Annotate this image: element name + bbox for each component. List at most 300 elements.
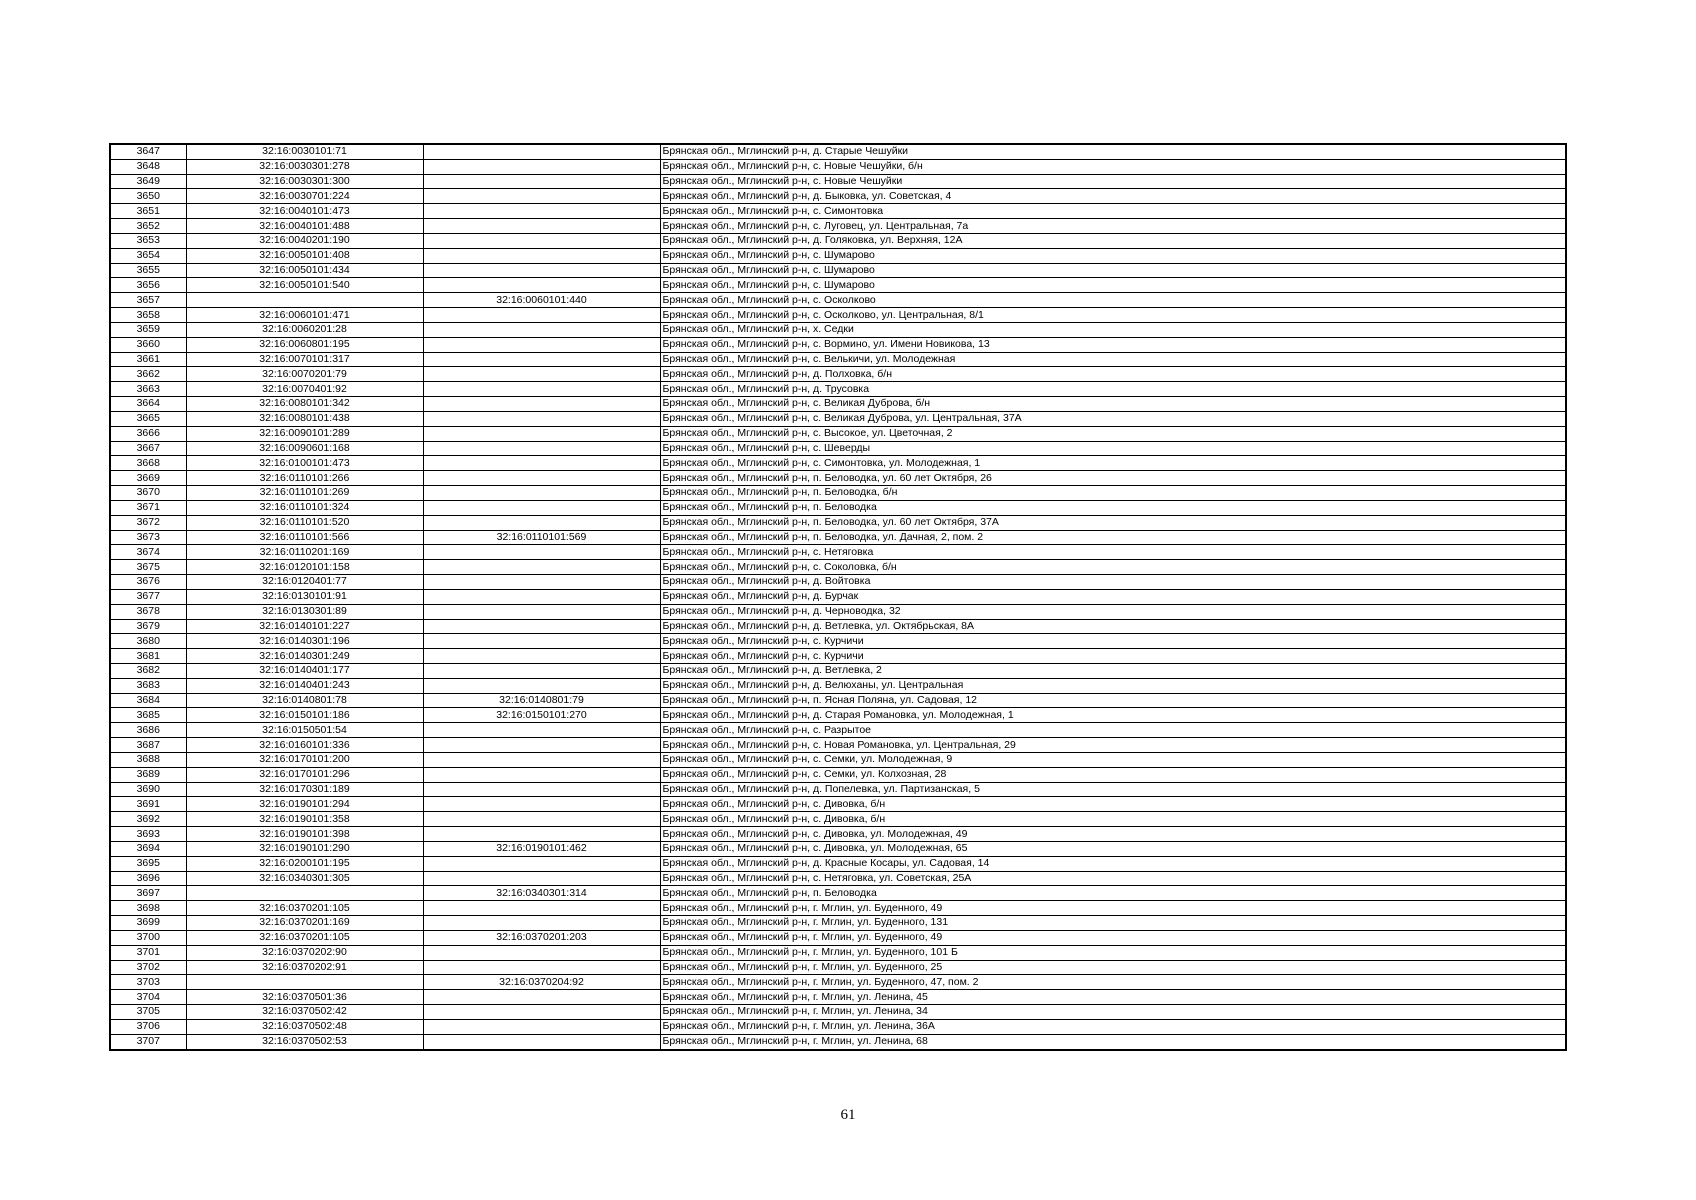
table-row [110,204,1566,219]
table-row [110,649,1566,664]
address-cell: Брянская обл., Мглинский р-н, д. Старые Чешуйки [660,144,1566,159]
related-cadastral-number-cell [423,990,660,1005]
table-row [110,960,1566,975]
row-number-cell: 3671 [110,500,186,515]
cadastral-number-cell [186,293,423,308]
cadastral-number-cell: 32:16:0120401:77 [186,575,423,590]
related-cadastral-number-cell [423,204,660,219]
cadastral-number-cell: 32:16:0190101:290 [186,841,423,856]
related-cadastral-number-cell [423,411,660,426]
cadastral-number-cell: 32:16:0370501:36 [186,990,423,1005]
cadastral-number-cell: 32:16:0190101:358 [186,812,423,827]
address-cell: Брянская обл., Мглинский р-н, с. Соколовка, б/н [660,560,1566,575]
address-cell: Брянская обл., Мглинский р-н, п. Беловодка, ул. 60 лет Октября, 37А [660,515,1566,530]
cadastral-number-cell: 32:16:0070201:79 [186,367,423,382]
cadastral-number-cell: 32:16:0170301:189 [186,782,423,797]
related-cadastral-number-cell [423,589,660,604]
table-row [110,886,1566,901]
related-cadastral-number-cell: 32:16:0140801:79 [423,693,660,708]
table-row [110,812,1566,827]
related-cadastral-number-cell [423,1019,660,1034]
cadastral-number-cell: 32:16:0340301:305 [186,871,423,886]
table-row [110,159,1566,174]
related-cadastral-number-cell [423,812,660,827]
row-number-cell: 3666 [110,426,186,441]
table-row [110,797,1566,812]
address-cell: Брянская обл., Мглинский р-н, п. Беловодка, ул. Дачная, 2, пом. 2 [660,530,1566,545]
row-number-cell: 3685 [110,708,186,723]
table-row [110,708,1566,723]
cadastral-number-cell: 32:16:0140301:196 [186,634,423,649]
table-row [110,589,1566,604]
table-row [110,678,1566,693]
row-number-cell: 3648 [110,159,186,174]
row-number-cell: 3653 [110,233,186,248]
address-cell: Брянская обл., Мглинский р-н, д. Попелевка, ул. Партизанская, 5 [660,782,1566,797]
related-cadastral-number-cell [423,901,660,916]
address-cell: Брянская обл., Мглинский р-н, д. Ветлевка, 2 [660,663,1566,678]
related-cadastral-number-cell [423,515,660,530]
row-number-cell: 3660 [110,337,186,352]
related-cadastral-number-cell [423,575,660,590]
address-cell: Брянская обл., Мглинский р-н, д. Черноводка, 32 [660,604,1566,619]
related-cadastral-number-cell [423,486,660,501]
related-cadastral-number-cell [423,782,660,797]
related-cadastral-number-cell [423,723,660,738]
address-cell: Брянская обл., Мглинский р-н, п. Беловодка [660,500,1566,515]
cadastral-number-cell: 32:16:0050101:434 [186,263,423,278]
table-row [110,308,1566,323]
row-number-cell: 3681 [110,649,186,664]
row-number-cell: 3693 [110,827,186,842]
cadastral-number-cell: 32:16:0050101:408 [186,248,423,263]
cadastral-number-cell: 32:16:0370502:42 [186,1005,423,1020]
row-number-cell: 3692 [110,812,186,827]
cadastral-number-cell: 32:16:0060801:195 [186,337,423,352]
cadastral-number-cell: 32:16:0370502:48 [186,1019,423,1034]
cadastral-number-cell: 32:16:0130101:91 [186,589,423,604]
cadastral-number-cell: 32:16:0190101:398 [186,827,423,842]
cadastral-number-cell: 32:16:0140801:78 [186,693,423,708]
row-number-cell: 3684 [110,693,186,708]
row-number-cell: 3689 [110,767,186,782]
row-number-cell: 3707 [110,1034,186,1049]
table-row [110,767,1566,782]
row-number-cell: 3702 [110,960,186,975]
related-cadastral-number-cell [423,500,660,515]
related-cadastral-number-cell [423,144,660,159]
table-row [110,560,1566,575]
related-cadastral-number-cell [423,219,660,234]
related-cadastral-number-cell [423,426,660,441]
address-cell: Брянская обл., Мглинский р-н, х. Седки [660,322,1566,337]
address-cell: Брянская обл., Мглинский р-н, д. Ветлевка, ул. Октябрьская, 8А [660,619,1566,634]
row-number-cell: 3661 [110,352,186,367]
row-number-cell: 3705 [110,1005,186,1020]
table-row [110,278,1566,293]
cadastral-number-cell: 32:16:0190101:294 [186,797,423,812]
address-cell: Брянская обл., Мглинский р-н, с. Осколково [660,293,1566,308]
row-number-cell: 3683 [110,678,186,693]
address-cell: Брянская обл., Мглинский р-н, д. Старая Романовка, ул. Молодежная, 1 [660,708,1566,723]
related-cadastral-number-cell: 32:16:0110101:569 [423,530,660,545]
row-number-cell: 3672 [110,515,186,530]
related-cadastral-number-cell [423,337,660,352]
related-cadastral-number-cell [423,752,660,767]
cadastral-number-cell: 32:16:0170101:296 [186,767,423,782]
row-number-cell: 3677 [110,589,186,604]
related-cadastral-number-cell [423,871,660,886]
related-cadastral-number-cell [423,278,660,293]
cadastral-number-cell: 32:16:0370201:105 [186,930,423,945]
related-cadastral-number-cell [423,352,660,367]
address-cell: Брянская обл., Мглинский р-н, с. Велькичи, ул. Молодежная [660,352,1566,367]
cadastral-number-cell: 32:16:0090101:289 [186,426,423,441]
related-cadastral-number-cell [423,797,660,812]
row-number-cell: 3704 [110,990,186,1005]
address-cell: Брянская обл., Мглинский р-н, с. Новая Романовка, ул. Центральная, 29 [660,738,1566,753]
table-row [110,871,1566,886]
cadastral-number-cell: 32:16:0120101:158 [186,560,423,575]
address-cell: Брянская обл., Мглинский р-н, с. Дивовка, ул. Молодежная, 65 [660,841,1566,856]
cadastral-number-cell: 32:16:0110201:169 [186,545,423,560]
table-row [110,752,1566,767]
related-cadastral-number-cell [423,545,660,560]
address-cell: Брянская обл., Мглинский р-н, с. Симонтовка, ул. Молодежная, 1 [660,456,1566,471]
table-row [110,1019,1566,1034]
address-cell: Брянская обл., Мглинский р-н, с. Курчичи [660,649,1566,664]
cadastral-number-cell: 32:16:0080101:438 [186,411,423,426]
row-number-cell: 3658 [110,308,186,323]
address-cell: Брянская обл., Мглинский р-н, с. Дивовка, б/н [660,812,1566,827]
table-row [110,219,1566,234]
address-cell: Брянская обл., Мглинский р-н, с. Вормино, ул. Имени Новикова, 13 [660,337,1566,352]
related-cadastral-number-cell [423,233,660,248]
address-cell: Брянская обл., Мглинский р-н, д. Войтовка [660,575,1566,590]
row-number-cell: 3688 [110,752,186,767]
cadastral-number-cell: 32:16:0070401:92 [186,382,423,397]
row-number-cell: 3669 [110,471,186,486]
address-cell: Брянская обл., Мглинский р-н, д. Быковка, ул. Советская, 4 [660,189,1566,204]
cadastral-number-cell: 32:16:0040101:473 [186,204,423,219]
address-cell: Брянская обл., Мглинский р-н, с. Шумарово [660,248,1566,263]
cadastral-number-cell: 32:16:0110101:269 [186,486,423,501]
cadastral-number-cell: 32:16:0060201:28 [186,322,423,337]
table-row [110,945,1566,960]
address-cell: Брянская обл., Мглинский р-н, г. Мглин, ул. Буденного, 131 [660,916,1566,931]
row-number-cell: 3652 [110,219,186,234]
address-cell: Брянская обл., Мглинский р-н, с. Осколково, ул. Центральная, 8/1 [660,308,1566,323]
table-row [110,634,1566,649]
row-number-cell: 3699 [110,916,186,931]
row-number-cell: 3657 [110,293,186,308]
address-cell: Брянская обл., Мглинский р-н, с. Новые Чешуйки, б/н [660,159,1566,174]
cadastral-number-cell: 32:16:0150101:186 [186,708,423,723]
address-cell: Брянская обл., Мглинский р-н, п. Ясная Поляна, ул. Садовая, 12 [660,693,1566,708]
related-cadastral-number-cell [423,471,660,486]
cadastral-number-cell: 32:16:0070101:317 [186,352,423,367]
table-row [110,663,1566,678]
related-cadastral-number-cell: 32:16:0150101:270 [423,708,660,723]
address-cell: Брянская обл., Мглинский р-н, с. Высокое, ул. Цветочная, 2 [660,426,1566,441]
cadastral-number-cell: 32:16:0140101:227 [186,619,423,634]
address-cell: Брянская обл., Мглинский р-н, п. Беловодка, ул. 60 лет Октября, 26 [660,471,1566,486]
address-cell: Брянская обл., Мглинский р-н, с. Шумарово [660,263,1566,278]
row-number-cell: 3654 [110,248,186,263]
address-cell: Брянская обл., Мглинский р-н, д. Трусовка [660,382,1566,397]
table-row [110,990,1566,1005]
address-cell: Брянская обл., Мглинский р-н, с. Шумарово [660,278,1566,293]
address-cell: Брянская обл., Мглинский р-н, с. Курчичи [660,634,1566,649]
table-row [110,738,1566,753]
address-cell: Брянская обл., Мглинский р-н, с. Разрытое [660,723,1566,738]
row-number-cell: 3700 [110,930,186,945]
cadastral-number-cell: 32:16:0200101:195 [186,856,423,871]
address-cell: Брянская обл., Мглинский р-н, с. Симонтовка [660,204,1566,219]
cadastral-number-cell: 32:16:0030301:300 [186,174,423,189]
table-row [110,471,1566,486]
cadastral-number-cell: 32:16:0370502:53 [186,1034,423,1049]
cadastral-number-cell: 32:16:0030101:71 [186,144,423,159]
row-number-cell: 3706 [110,1019,186,1034]
cadastral-number-cell: 32:16:0110101:520 [186,515,423,530]
row-number-cell: 3667 [110,441,186,456]
related-cadastral-number-cell [423,916,660,931]
cadastral-number-cell: 32:16:0370201:105 [186,901,423,916]
related-cadastral-number-cell [423,397,660,412]
address-cell: Брянская обл., Мглинский р-н, с. Нетяговка, ул. Советская, 25А [660,871,1566,886]
address-cell: Брянская обл., Мглинский р-н, г. Мглин, ул. Буденного, 49 [660,901,1566,916]
table-row [110,486,1566,501]
row-number-cell: 3698 [110,901,186,916]
table-row [110,367,1566,382]
row-number-cell: 3696 [110,871,186,886]
row-number-cell: 3656 [110,278,186,293]
related-cadastral-number-cell [423,248,660,263]
address-cell: Брянская обл., Мглинский р-н, с. Дивовка, б/н [660,797,1566,812]
table-row [110,841,1566,856]
table-row [110,827,1566,842]
registry-table-body [110,144,1566,1050]
address-cell: Брянская обл., Мглинский р-н, п. Беловодка [660,886,1566,901]
table-row [110,248,1566,263]
cadastral-number-cell: 32:16:0170101:200 [186,752,423,767]
cadastral-number-cell: 32:16:0370202:91 [186,960,423,975]
table-row [110,144,1566,159]
row-number-cell: 3682 [110,663,186,678]
related-cadastral-number-cell [423,263,660,278]
row-number-cell: 3703 [110,975,186,990]
table-row [110,856,1566,871]
cadastral-number-cell: 32:16:0130301:89 [186,604,423,619]
row-number-cell: 3665 [110,411,186,426]
related-cadastral-number-cell [423,663,660,678]
address-cell: Брянская обл., Мглинский р-н, д. Велюханы, ул. Центральная [660,678,1566,693]
related-cadastral-number-cell [423,619,660,634]
address-cell: Брянская обл., Мглинский р-н, с. Новые Чешуйки [660,174,1566,189]
related-cadastral-number-cell [423,767,660,782]
table-row [110,263,1566,278]
row-number-cell: 3694 [110,841,186,856]
table-row [110,1034,1566,1049]
row-number-cell: 3659 [110,322,186,337]
related-cadastral-number-cell [423,827,660,842]
address-cell: Брянская обл., Мглинский р-н, с. Шеверды [660,441,1566,456]
table-row [110,604,1566,619]
row-number-cell: 3647 [110,144,186,159]
related-cadastral-number-cell [423,634,660,649]
table-row [110,411,1566,426]
row-number-cell: 3663 [110,382,186,397]
related-cadastral-number-cell [423,560,660,575]
related-cadastral-number-cell: 32:16:0060101:440 [423,293,660,308]
related-cadastral-number-cell: 32:16:0190101:462 [423,841,660,856]
table-row [110,575,1566,590]
row-number-cell: 3690 [110,782,186,797]
page-number: 61 [840,1107,856,1123]
row-number-cell: 3668 [110,456,186,471]
related-cadastral-number-cell [423,382,660,397]
row-number-cell: 3686 [110,723,186,738]
address-cell: Брянская обл., Мглинский р-н, с. Великая Дуброва, б/н [660,397,1566,412]
cadastral-number-cell: 32:16:0370202:90 [186,945,423,960]
address-cell: Брянская обл., Мглинский р-н, г. Мглин, ул. Ленина, 45 [660,990,1566,1005]
cadastral-number-cell [186,975,423,990]
address-cell: Брянская обл., Мглинский р-н, г. Мглин, ул. Ленина, 36А [660,1019,1566,1034]
row-number-cell: 3701 [110,945,186,960]
address-cell: Брянская обл., Мглинский р-н, г. Мглин, ул. Буденного, 25 [660,960,1566,975]
related-cadastral-number-cell [423,678,660,693]
address-cell: Брянская обл., Мглинский р-н, с. Семки, ул. Колхозная, 28 [660,767,1566,782]
address-cell: Брянская обл., Мглинский р-н, с. Дивовка, ул. Молодежная, 49 [660,827,1566,842]
row-number-cell: 3649 [110,174,186,189]
table-row [110,930,1566,945]
table-row [110,1005,1566,1020]
address-cell: Брянская обл., Мглинский р-н, п. Беловодка, б/н [660,486,1566,501]
related-cadastral-number-cell [423,441,660,456]
address-cell: Брянская обл., Мглинский р-н, д. Голяковка, ул. Верхняя, 12А [660,233,1566,248]
cadastral-number-cell: 32:16:0140301:249 [186,649,423,664]
address-cell: Брянская обл., Мглинский р-н, с. Нетяговка [660,545,1566,560]
table-row [110,426,1566,441]
cadastral-number-cell [186,886,423,901]
address-cell: Брянская обл., Мглинский р-н, д. Бурчак [660,589,1566,604]
registry-table [109,143,1567,1051]
row-number-cell: 3662 [110,367,186,382]
related-cadastral-number-cell: 32:16:0370201:203 [423,930,660,945]
cadastral-number-cell: 32:16:0370201:169 [186,916,423,931]
address-cell: Брянская обл., Мглинский р-н, г. Мглин, ул. Буденного, 47, пом. 2 [660,975,1566,990]
row-number-cell: 3679 [110,619,186,634]
table-row [110,693,1566,708]
row-number-cell: 3680 [110,634,186,649]
row-number-cell: 3678 [110,604,186,619]
table-row [110,545,1566,560]
cadastral-number-cell: 32:16:0160101:336 [186,738,423,753]
address-cell: Брянская обл., Мглинский р-н, с. Семки, ул. Молодежная, 9 [660,752,1566,767]
address-cell: Брянская обл., Мглинский р-н, г. Мглин, ул. Ленина, 68 [660,1034,1566,1049]
cadastral-number-cell: 32:16:0080101:342 [186,397,423,412]
table-row [110,515,1566,530]
row-number-cell: 3670 [110,486,186,501]
table-row [110,530,1566,545]
table-row [110,397,1566,412]
row-number-cell: 3664 [110,397,186,412]
cadastral-number-cell: 32:16:0030701:224 [186,189,423,204]
cadastral-number-cell: 32:16:0030301:278 [186,159,423,174]
table-row [110,352,1566,367]
row-number-cell: 3674 [110,545,186,560]
table-row [110,975,1566,990]
cadastral-number-cell: 32:16:0110101:566 [186,530,423,545]
cadastral-number-cell: 32:16:0140401:177 [186,663,423,678]
row-number-cell: 3687 [110,738,186,753]
related-cadastral-number-cell [423,322,660,337]
address-cell: Брянская обл., Мглинский р-н, д. Полховка, б/н [660,367,1566,382]
row-number-cell: 3697 [110,886,186,901]
address-cell: Брянская обл., Мглинский р-н, с. Луговец, ул. Центральная, 7а [660,219,1566,234]
row-number-cell: 3695 [110,856,186,871]
related-cadastral-number-cell [423,174,660,189]
table-row [110,500,1566,515]
address-cell: Брянская обл., Мглинский р-н, г. Мглин, ул. Буденного, 101 Б [660,945,1566,960]
table-row [110,174,1566,189]
related-cadastral-number-cell [423,159,660,174]
table-row [110,337,1566,352]
related-cadastral-number-cell [423,945,660,960]
related-cadastral-number-cell [423,856,660,871]
cadastral-number-cell: 32:16:0110101:324 [186,500,423,515]
cadastral-number-cell: 32:16:0110101:266 [186,471,423,486]
row-number-cell: 3655 [110,263,186,278]
table-row [110,382,1566,397]
table-row [110,233,1566,248]
address-cell: Брянская обл., Мглинский р-н, с. Великая Дуброва, ул. Центральная, 37А [660,411,1566,426]
cadastral-number-cell: 32:16:0040101:488 [186,219,423,234]
address-cell: Брянская обл., Мглинский р-н, г. Мглин, ул. Ленина, 34 [660,1005,1566,1020]
cadastral-number-cell: 32:16:0050101:540 [186,278,423,293]
cadastral-number-cell: 32:16:0150501:54 [186,723,423,738]
related-cadastral-number-cell [423,1034,660,1049]
related-cadastral-number-cell: 32:16:0370204:92 [423,975,660,990]
table-row [110,901,1566,916]
row-number-cell: 3691 [110,797,186,812]
row-number-cell: 3676 [110,575,186,590]
table-row [110,456,1566,471]
table-row [110,916,1566,931]
row-number-cell: 3651 [110,204,186,219]
related-cadastral-number-cell [423,367,660,382]
related-cadastral-number-cell [423,456,660,471]
table-row [110,189,1566,204]
related-cadastral-number-cell [423,649,660,664]
related-cadastral-number-cell [423,1005,660,1020]
related-cadastral-number-cell: 32:16:0340301:314 [423,886,660,901]
related-cadastral-number-cell [423,604,660,619]
cadastral-number-cell: 32:16:0040201:190 [186,233,423,248]
row-number-cell: 3673 [110,530,186,545]
row-number-cell: 3675 [110,560,186,575]
table-row [110,293,1566,308]
table-row [110,782,1566,797]
related-cadastral-number-cell [423,308,660,323]
related-cadastral-number-cell [423,738,660,753]
table-row [110,619,1566,634]
address-cell: Брянская обл., Мглинский р-н, г. Мглин, ул. Буденного, 49 [660,930,1566,945]
cadastral-number-cell: 32:16:0060101:471 [186,308,423,323]
table-row [110,322,1566,337]
address-cell: Брянская обл., Мглинский р-н, д. Красные Косары, ул. Садовая, 14 [660,856,1566,871]
